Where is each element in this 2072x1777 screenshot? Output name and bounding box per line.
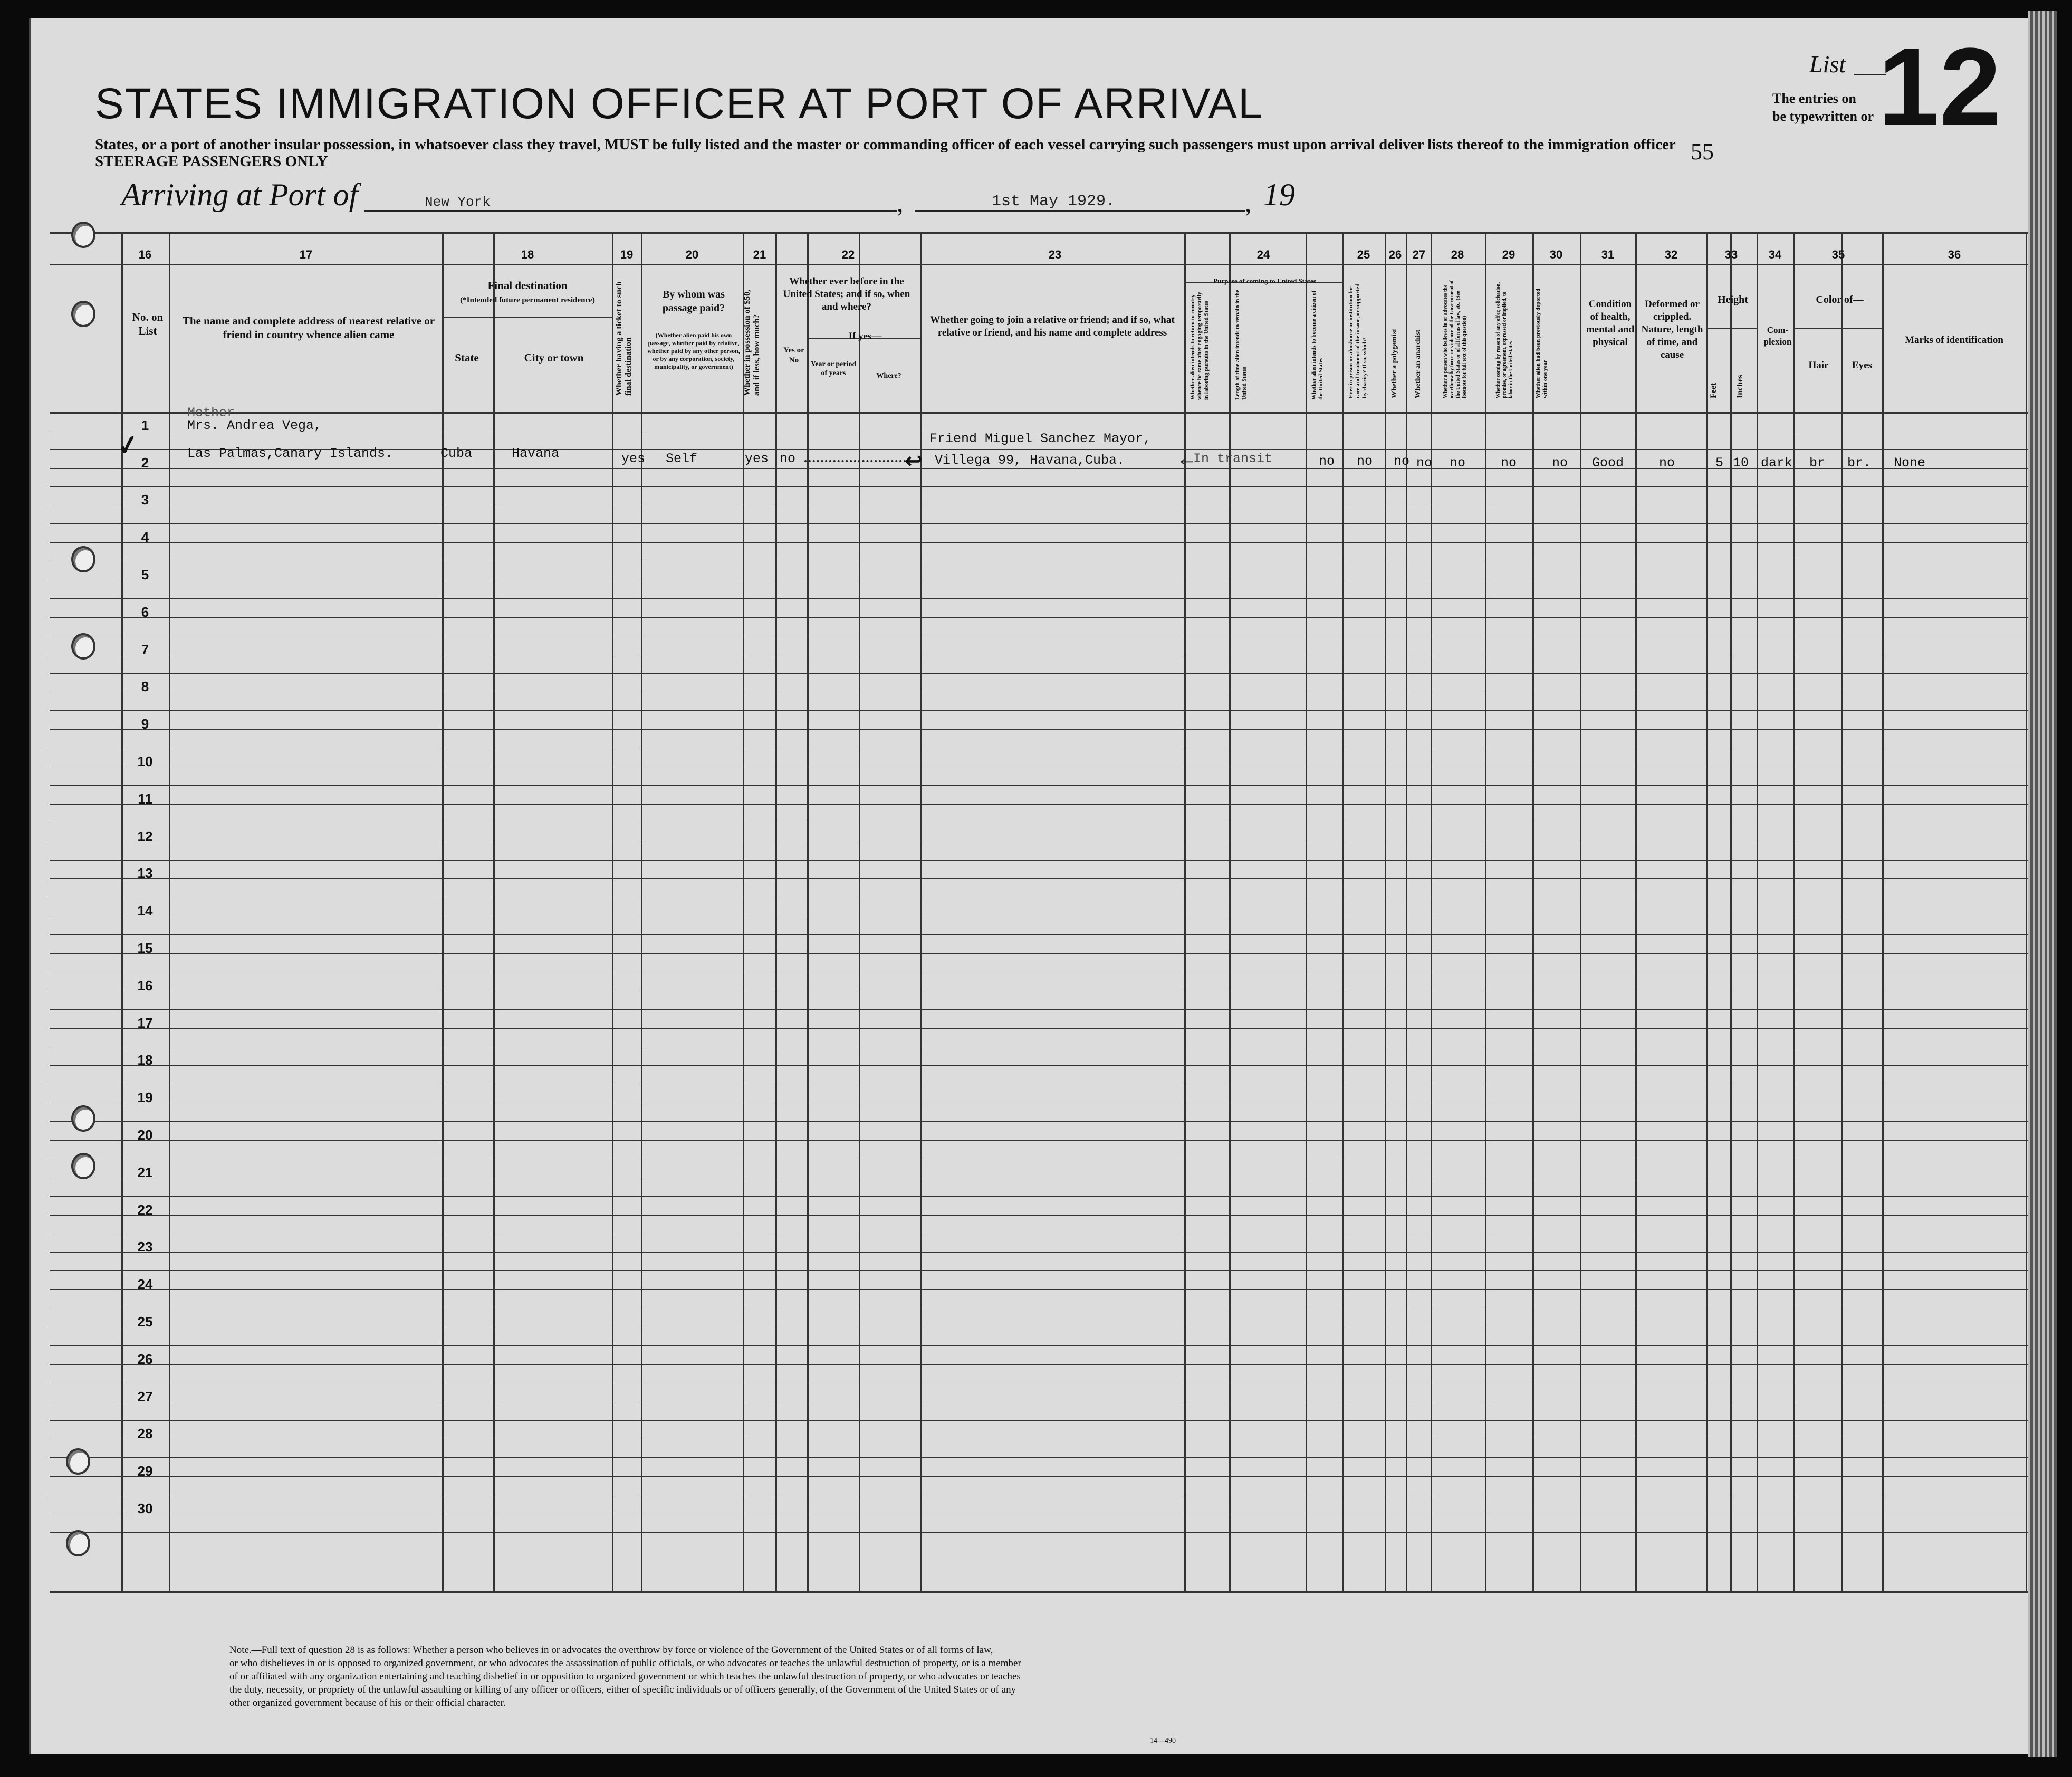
grid-vline bbox=[1730, 232, 1732, 1591]
header-final-destination: Final destination bbox=[487, 279, 568, 292]
entry-polygamist: no bbox=[1394, 454, 1410, 469]
grid-vline bbox=[1342, 232, 1344, 1591]
header-polygamist: Whether a polygamist bbox=[1390, 329, 1398, 398]
entries-line-2: be typewritten or bbox=[1772, 109, 1874, 124]
row-number: 16 bbox=[137, 978, 153, 993]
grid-vline bbox=[442, 232, 444, 1591]
entry-purpose: In transit bbox=[1193, 451, 1273, 466]
arrival-date: 1st May 1929. bbox=[992, 193, 1116, 211]
binder-hole bbox=[71, 1105, 95, 1132]
grid-vline bbox=[775, 232, 777, 1591]
column-number: 18 bbox=[521, 248, 534, 261]
page-number: 55 bbox=[1691, 139, 1714, 165]
entry-passage: Self bbox=[666, 451, 698, 466]
row-number: 23 bbox=[137, 1239, 153, 1255]
column-number: 17 bbox=[299, 248, 313, 261]
grid-vline bbox=[1841, 232, 1843, 1591]
entry-marks: None bbox=[1894, 455, 1926, 471]
row-number: 17 bbox=[137, 1015, 153, 1031]
steerage-label: STEERAGE PASSENGERS ONLY bbox=[95, 153, 328, 170]
binder-hole bbox=[66, 1448, 90, 1475]
arrow-mark-join: ↩ bbox=[905, 449, 923, 473]
entry-feet: 5 bbox=[1715, 455, 1724, 471]
column-number: 29 bbox=[1502, 248, 1515, 261]
column-number: 22 bbox=[841, 248, 855, 261]
row-number: 4 bbox=[141, 529, 149, 545]
ditto-dots bbox=[804, 460, 910, 462]
entry-q30: no bbox=[1552, 455, 1568, 471]
header-color-of: Color of— bbox=[1816, 294, 1864, 305]
page-stack-edge bbox=[2028, 11, 2057, 1757]
row-number: 3 bbox=[141, 492, 149, 508]
row-number: 11 bbox=[138, 791, 152, 807]
column-number: 32 bbox=[1664, 248, 1678, 261]
grid-vline bbox=[1532, 232, 1534, 1591]
binder-hole bbox=[71, 301, 95, 327]
entry-ever-before: no bbox=[780, 451, 796, 466]
header-marks: Marks of identification bbox=[1905, 335, 2003, 346]
grid-hline bbox=[442, 317, 612, 318]
entry-complexion: dark bbox=[1761, 455, 1793, 471]
column-number: 28 bbox=[1451, 248, 1464, 261]
row-number: 1 bbox=[141, 417, 149, 433]
footnote-line-4: the duty, necessity, or propriety of the unlawful assaulting or killing of any officer or officers, either of specific individuals or of officers generally, of the Government of the United States or of any bbox=[229, 1684, 1016, 1695]
row-number: 21 bbox=[137, 1164, 153, 1180]
entry-prison: no bbox=[1357, 454, 1373, 469]
row-number: 30 bbox=[137, 1501, 153, 1516]
arrow-mark-purpose: ← bbox=[1176, 446, 1197, 470]
footnote-line-1: Note.—Full text of question 28 is as follows: Whether a person who believes in or advocates the overthrow by force or violence of the Government of the United States or of all forms of law, bbox=[229, 1645, 993, 1656]
entry-deformed: no bbox=[1659, 455, 1675, 471]
column-number: 35 bbox=[1831, 248, 1845, 261]
row-number: 6 bbox=[141, 604, 149, 620]
entry-fifty: yes bbox=[745, 451, 769, 466]
column-number: 20 bbox=[685, 248, 699, 261]
grid-vline bbox=[2026, 232, 2027, 1591]
list-label: List bbox=[1809, 51, 1846, 78]
entry-citizen: no bbox=[1319, 454, 1335, 469]
grid-vline bbox=[743, 232, 744, 1591]
arriving-label: Arriving at Port of bbox=[121, 177, 358, 212]
header-eyes: Eyes bbox=[1852, 360, 1872, 371]
row-number: 25 bbox=[137, 1314, 153, 1330]
binder-hole bbox=[71, 633, 95, 660]
entry-join-line-2: Villega 99, Havana,Cuba. bbox=[935, 453, 1125, 468]
header-join-relative: Whether going to join a relative or friend; and if so, what relative or friend, and his name and complete address bbox=[930, 314, 1175, 338]
row-number: 22 bbox=[137, 1202, 153, 1218]
header-passage-note: (Whether alien paid his own passage, whether paid by relative, whether paid by any other person, or by any corporation, society, municipality, or government) bbox=[647, 331, 740, 370]
column-number: 24 bbox=[1256, 248, 1270, 261]
entry-state: Cuba bbox=[440, 446, 473, 461]
header-purpose-citizen: Whether alien intends to become a citizen of the United States bbox=[1311, 290, 1324, 400]
entry-inches: 10 bbox=[1733, 455, 1749, 471]
column-number: 33 bbox=[1724, 248, 1738, 261]
footnote-line-3: of or affiliated with any organization entertaining and teaching disbelief in or opposition to organized government or which teaches the unlawful destruction of property, or who advocates or teaches bbox=[229, 1671, 1021, 1682]
header-year-period: Year or period of years bbox=[810, 360, 857, 377]
comma-2: , bbox=[1245, 188, 1252, 217]
header-q29: Whether coming by reason of any offer, solicitation, promise, or agreement, expressed or implied, to labor in the United States bbox=[1495, 282, 1514, 398]
year-prefix: 19 bbox=[1263, 177, 1295, 212]
page-title: STATES IMMIGRATION OFFICER AT PORT OF ARRIVAL bbox=[95, 80, 1263, 128]
entry-eyes: br. bbox=[1847, 455, 1872, 471]
header-q30: Whether alien had been previously deported within one year bbox=[1535, 288, 1548, 398]
header-passage-paid: By whom was passage paid? bbox=[662, 289, 725, 314]
grid-vline bbox=[169, 232, 170, 1591]
header-feet: Feet bbox=[1709, 383, 1718, 398]
row-number: 5 bbox=[141, 567, 149, 582]
header-where: Where? bbox=[876, 372, 901, 380]
header-height: Height bbox=[1718, 294, 1748, 305]
check-mark-row-1: ✓ bbox=[114, 428, 142, 462]
row-number: 14 bbox=[137, 903, 153, 919]
column-number: 23 bbox=[1048, 248, 1062, 261]
header-final-destination-note: (*Intended future permanent residence) bbox=[460, 296, 595, 304]
header-nearest-relative: The name and complete address of nearest relative or friend in country whence alien came bbox=[182, 314, 435, 341]
header-hair: Hair bbox=[1808, 360, 1829, 371]
entry-ticket: yes bbox=[621, 451, 646, 466]
entry-city: Havana bbox=[512, 446, 560, 461]
grid-vline bbox=[641, 232, 642, 1591]
grid-vline bbox=[1431, 232, 1432, 1591]
entry-q28: no bbox=[1450, 455, 1466, 471]
row-number: 13 bbox=[137, 865, 153, 881]
grid-vline bbox=[1882, 232, 1884, 1591]
entry-join-line-1: Friend Miguel Sanchez Mayor, bbox=[929, 431, 1152, 446]
header-prison: Ever in prison or almshouse or institution for care and treatment of the insane, or supported by charity? If so, which? bbox=[1348, 283, 1368, 398]
row-number: 28 bbox=[137, 1426, 153, 1441]
comma-1: , bbox=[897, 188, 904, 217]
grid-vline bbox=[1485, 232, 1486, 1591]
column-number: 21 bbox=[753, 248, 766, 261]
row-number: 27 bbox=[137, 1389, 153, 1405]
row-number: 10 bbox=[137, 753, 153, 769]
binder-hole bbox=[71, 222, 95, 248]
column-number: 16 bbox=[138, 248, 152, 261]
grid-vline bbox=[493, 232, 495, 1591]
row-number: 2 bbox=[141, 455, 149, 471]
column-number: 19 bbox=[620, 248, 634, 261]
header-purpose: Purpose of coming to United States bbox=[1213, 277, 1316, 285]
header-ever-before: Whether ever before in the United States; and if so, when and where? bbox=[783, 276, 910, 312]
grid-vline bbox=[807, 232, 809, 1591]
grid-hline bbox=[1793, 328, 1882, 329]
header-if-yes: If yes— bbox=[848, 331, 882, 342]
header-q28: Whether a person who believes in or advocates the overthrow by force or violence of the Government of the United States or of all forms of law, etc. (See footnote for full text of this question) bbox=[1443, 280, 1467, 398]
row-number: 8 bbox=[141, 679, 149, 694]
grid-vline bbox=[612, 232, 613, 1591]
header-anarchist: Whether an anarchist bbox=[1414, 329, 1422, 398]
column-number: 30 bbox=[1549, 248, 1563, 261]
binder-hole bbox=[71, 546, 95, 572]
header-state: State bbox=[455, 351, 479, 364]
column-number: 31 bbox=[1601, 248, 1615, 261]
grid-vline bbox=[1306, 232, 1307, 1591]
row-number: 29 bbox=[137, 1463, 153, 1479]
row-number: 26 bbox=[137, 1351, 153, 1367]
entry-hair: br bbox=[1809, 455, 1826, 471]
header-fifty-dollars: Whether in possession of $50, and if less, how much? bbox=[743, 289, 761, 396]
footnote-line-2: or who disbelieves in or is opposed to organized government, or who advocates the assassination of public officials, or who advocates or teaches the unlawful destruction of property, or is a member bbox=[229, 1658, 1021, 1669]
entries-line-1: The entries on bbox=[1772, 91, 1856, 106]
header-subtitle: States, or a port of another insular possession, in whatsoever class they travel, MUST be fully listed and the master or commanding officer of each vessel carrying such passengers must upon arrival deliver lists thereof to the immigration officer bbox=[95, 136, 1676, 153]
binder-hole bbox=[66, 1530, 90, 1556]
column-number: 26 bbox=[1388, 248, 1402, 261]
header-purpose-length: Length of time alien intends to remain in the United States bbox=[1234, 290, 1248, 400]
column-number: 25 bbox=[1357, 248, 1370, 261]
grid-vline bbox=[1580, 232, 1581, 1591]
port-underline bbox=[364, 210, 897, 212]
entry-relation: Mother bbox=[187, 405, 235, 421]
header-inches: Inches bbox=[1735, 375, 1744, 398]
footnote bbox=[229, 1644, 1021, 1709]
column-number: 27 bbox=[1412, 248, 1426, 261]
grid-vline bbox=[1385, 232, 1386, 1591]
row-number: 24 bbox=[137, 1276, 153, 1292]
grid-vline bbox=[1406, 232, 1407, 1591]
row-number: 9 bbox=[141, 716, 149, 732]
grid-vline bbox=[859, 232, 860, 1591]
row-number: 18 bbox=[137, 1052, 153, 1068]
grid-vline bbox=[1706, 232, 1708, 1591]
entry-health: Good bbox=[1592, 455, 1624, 471]
header-complexion: Com- plexion bbox=[1763, 325, 1792, 347]
entry-q29: no bbox=[1501, 455, 1517, 471]
header-city: City or town bbox=[524, 351, 584, 364]
column-number: 36 bbox=[1948, 248, 1961, 261]
grid-hline bbox=[50, 1591, 2028, 1593]
row-number: 20 bbox=[137, 1127, 153, 1143]
grid-vline bbox=[1793, 232, 1795, 1591]
port-name: New York bbox=[425, 194, 491, 210]
form-number: 14—490 bbox=[1150, 1737, 1176, 1745]
header-no-on-list: No. on List bbox=[132, 311, 164, 337]
header-deformed: Deformed or crippled. Nature, length of time, and cause bbox=[1641, 299, 1703, 360]
grid-hline bbox=[1706, 328, 1757, 329]
grid-vline bbox=[1184, 232, 1186, 1591]
entry-relative-address: Las Palmas,Canary Islands. bbox=[187, 446, 394, 461]
row-number: 19 bbox=[137, 1090, 153, 1105]
row-number: 15 bbox=[137, 940, 153, 956]
list-number-stamp: 12 bbox=[1878, 25, 2001, 149]
row-number: 12 bbox=[137, 828, 153, 844]
column-number: 34 bbox=[1768, 248, 1782, 261]
grid-vline bbox=[1635, 232, 1637, 1591]
grid-vline bbox=[920, 232, 922, 1591]
header-ticket: Whether having a ticket to such final destination bbox=[615, 281, 633, 396]
entry-anarchist: no bbox=[1416, 455, 1433, 471]
header-health: Condition of health, mental and physical bbox=[1586, 299, 1635, 348]
row-number: 7 bbox=[141, 642, 149, 657]
binder-hole bbox=[71, 1153, 95, 1179]
header-yes-no: Yes or No bbox=[783, 346, 804, 365]
entries-note bbox=[1772, 90, 1874, 126]
header-purpose-return: Whether alien intends to return to country whence he came after engaging temporarily in laboring pursuits in the United States bbox=[1190, 292, 1210, 400]
entry-relative-name: Mrs. Andrea Vega, bbox=[187, 418, 322, 433]
grid-vline bbox=[1757, 232, 1758, 1591]
footnote-line-5: other organized government because of his or their official character. bbox=[229, 1697, 506, 1708]
grid-vline bbox=[1229, 232, 1231, 1591]
